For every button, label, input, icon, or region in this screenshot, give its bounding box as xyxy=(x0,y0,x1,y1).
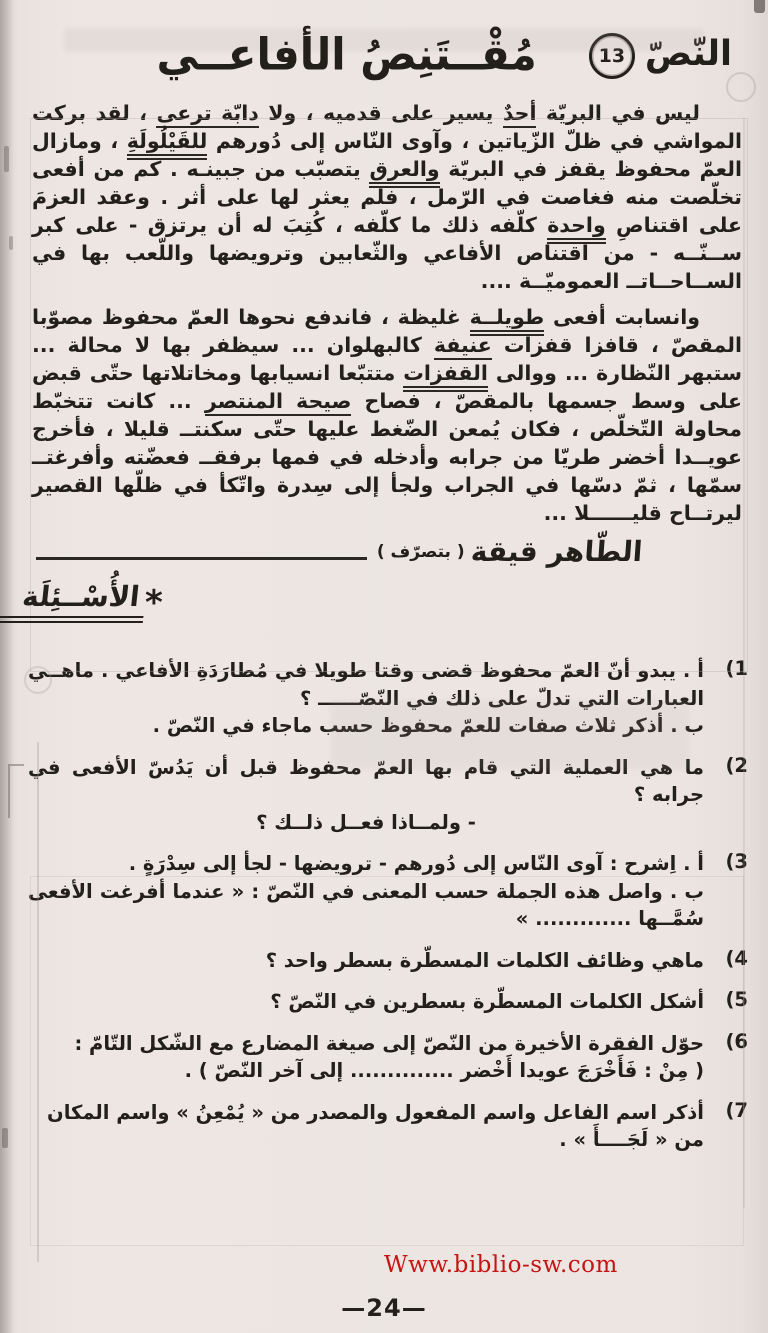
questions-heading xyxy=(0,580,163,623)
text-run: ليس في البريّة xyxy=(536,101,700,125)
text-run: متتبّعا انسيابها ومخاتلاتها حتّى قبض على وسط جسمها بالمقصّ ، فصاح xyxy=(32,361,742,413)
scan-speck xyxy=(2,1128,8,1148)
text-paragraph xyxy=(32,303,742,527)
text-paragraphs xyxy=(32,99,742,527)
question-number: (7 xyxy=(725,1098,748,1122)
question-item xyxy=(28,988,748,1016)
text-run: كالبهلوان ... سيظفر بها لا محالة ... ستبهر النّظارة ... ووالى xyxy=(32,333,742,385)
text-run: ، لقد بركت المواشي في ظلّ الزّياتين ، وآوى النّاس إلى دُورهم xyxy=(32,101,743,153)
scan-speck xyxy=(9,236,13,250)
text-run: يسير على قدميه ، ولا xyxy=(258,101,503,125)
double-underlined-word: والعرق xyxy=(369,157,439,188)
double-underlined-word: طويلــة xyxy=(470,305,545,336)
question-line: - ولمــاذا فعــل ذلــك ؟ xyxy=(256,810,476,834)
question-item xyxy=(28,1099,748,1154)
lesson-number-badge: 13 xyxy=(589,33,635,79)
question-body xyxy=(28,1099,704,1154)
question-line: أشكل الكلمات المسطّرة بسطرين في النّصّ ؟ xyxy=(270,990,704,1013)
text-run: ... كانت تتخبّط محاولة التّخلّص ، فكان يُمعن الضّغط عليها حتّى سكنتــ قليلا ، فأخرج عويــدا أخضر طريّا من جرابه وأدخله في فمها برفقــ فعضّته وأفرغتــ سمّها ، ثمّ دسّها في الجراب ولجأ إلى سِدرة واتّكأ في ظلّها القصير ليرتــاح قليــــــلا ... xyxy=(32,389,742,525)
question-item xyxy=(28,947,748,975)
question-line: أ . يبدو أنّ العمّ محفوظ قضى وقتا طويلا في مُطارَدَةِ الأفاعي . ماهــي العبارات التي تدلّ على ذلك في النّصّــــــ ؟ xyxy=(28,659,704,710)
single-underlined-word: أحدٌ xyxy=(503,101,537,128)
attribution xyxy=(36,535,734,568)
question-item xyxy=(28,850,748,933)
scan-speck xyxy=(4,146,9,172)
questions-list xyxy=(28,657,748,1154)
single-underlined-word: دابّة ترعى xyxy=(156,101,258,128)
question-number: (6 xyxy=(725,1029,748,1053)
question-line: ب . واصل هذه الجملة حسب المعنى في النّصّ : « عندما أفرغت الأفعى سُمَّــها ............. » xyxy=(28,879,704,930)
question-body xyxy=(28,988,704,1016)
question-line: أذكر اسم الفاعل واسم المفعول والمصدر من « يُمْعِنُ » واسم المكان xyxy=(47,1100,704,1124)
separator-line xyxy=(36,557,367,560)
question-line: ب . أذكر ثلاث صفات للعمّ محفوظ حسب ماجاء في النّصّ . xyxy=(152,714,704,737)
adaptation-note: ( بتصرّف ) xyxy=(376,541,465,562)
question-line: ما هي العملية التي قام بها العمّ محفوظ قبل أن يَدُسّ الأفعى في جرابه ؟ xyxy=(28,755,704,806)
text-run: ، ومازال العمّ محفوظ يقفز في البريّة xyxy=(32,129,742,181)
single-underlined-word: صيحة المنتصر xyxy=(205,389,352,416)
lesson-label: النّصّ xyxy=(644,34,732,74)
author-name: الطّاهر قيقة xyxy=(469,535,644,568)
double-underlined-word: واحدة xyxy=(547,213,606,244)
text-run: كلّفه ذلك ما كلّفه ، كُتِبَ له أن يرتزق - على كبر ســنّــه - من اقتناص الأفاعي والثّعابين وترويضها واللّعب بها في الســاحــاتــ العموميّــة .... xyxy=(32,213,742,293)
question-line: ماهي وظائف الكلمات المسطّرة بسطر واحد ؟ xyxy=(265,948,704,972)
page-header xyxy=(0,0,768,79)
question-body xyxy=(28,1030,704,1085)
question-line: من « لَجَــــأَ » . xyxy=(559,1128,704,1151)
text-run: يتصبّب من جبينـه . كم من أفعى تخلّصت منه فغاصت في الرّمل ، فلم يعثر لها على أثر . وعقد العزمَ على اقتناصِ xyxy=(32,157,742,237)
question-body xyxy=(28,850,704,933)
questions-heading-label: الأُسْــئِلَة xyxy=(0,580,147,623)
asterisk-mark: * xyxy=(144,583,163,623)
question-body xyxy=(28,754,704,837)
single-underlined-word: عنيفة xyxy=(434,333,492,360)
double-underlined-word: القفزات xyxy=(403,361,488,392)
question-line: أ . اِشرح : آوى النّاس إلى دُورهم - ترويضها - لجأ إلى سِدْرَةٍ . xyxy=(128,852,704,875)
question-line: حوّل الفقرة الأخيرة من النّصّ إلى صيغة المضارع مع الشّكل التّامّ : xyxy=(74,1031,704,1055)
question-line: ( مِنْ : فَأَخْرَجَ عويدا أَخْضر .............. إلى آخر النّصّ ) . xyxy=(184,1059,704,1082)
question-body xyxy=(28,657,704,740)
question-item xyxy=(28,754,748,837)
question-item xyxy=(28,1030,748,1085)
text-run: وانسابت أفعى xyxy=(544,305,700,329)
double-underlined-word: للقَيْلُولَةِ xyxy=(127,129,208,160)
text-run: غليظة ، فاندفع نحوها العمّ محفوظ مصوّبا المقصّ ، قافزا قفزات xyxy=(32,305,743,357)
page-title: مُقْــتَنِصُ الأفاعــي xyxy=(156,28,537,81)
question-number: (2 xyxy=(725,753,748,777)
left-edge-shadow xyxy=(0,0,14,1333)
question-number: (3 xyxy=(725,850,748,873)
scan-speck xyxy=(8,764,24,818)
question-body xyxy=(28,947,704,975)
page-number: —24— xyxy=(341,1294,427,1322)
text-paragraph xyxy=(32,99,742,295)
question-number: (4 xyxy=(725,946,748,970)
question-item xyxy=(28,657,748,740)
question-number: (1 xyxy=(725,657,748,680)
watermark-url: Www.biblio-sw.com xyxy=(384,1252,618,1278)
question-number: (5 xyxy=(725,988,748,1011)
